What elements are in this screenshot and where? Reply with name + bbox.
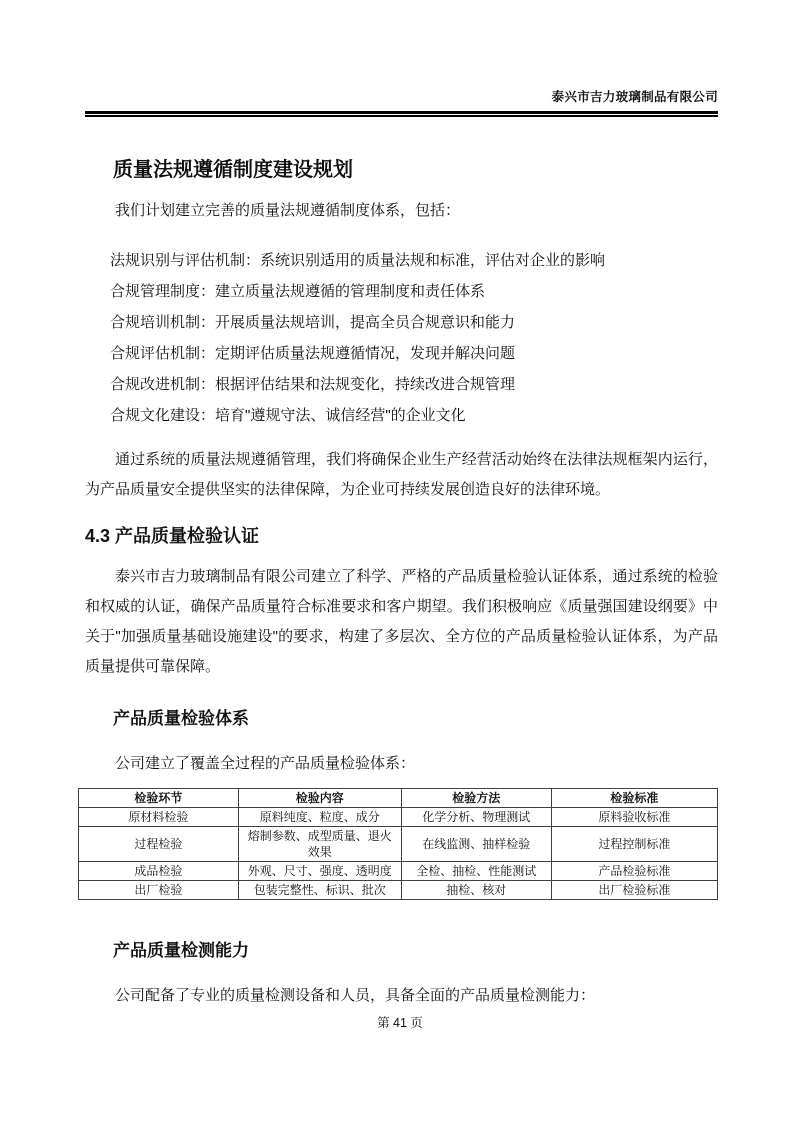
plan-intro-paragraph: 我们计划建立完善的质量法规遵循制度体系，包括： (115, 202, 461, 219)
table-cell: 出厂检验 (79, 881, 239, 900)
compliance-list (110, 245, 718, 431)
table-cell: 包装完整性、标识、批次 (238, 881, 401, 900)
table-header-row (79, 789, 718, 808)
header-company-name: 泰兴市吉力玻璃制品有限公司 (551, 90, 718, 104)
table-cell: 原材料检验 (79, 808, 239, 827)
table-row (79, 862, 718, 881)
table-cell: 全检、抽检、性能测试 (401, 862, 551, 881)
list-item: 合规评估机制：定期评估质量法规遵循情况，发现并解决问题 (110, 345, 516, 362)
table-cell: 产品检验标准 (551, 862, 717, 881)
list-item: 法规识别与评估机制：系统识别适用的质量法规和标准，评估对企业的影响 (110, 252, 606, 269)
table-header-cell: 检验标准 (551, 789, 717, 808)
table-cell: 出厂检验标准 (551, 881, 717, 900)
plan-title: 质量法规遵循制度建设规划 (113, 159, 353, 181)
inspection-table (78, 788, 718, 900)
table-cell: 抽检、核对 (401, 881, 551, 900)
table-cell: 原料验收标准 (551, 808, 717, 827)
table-cell: 原料纯度、粒度、成分 (238, 808, 401, 827)
inspection-system-heading: 产品质量检验体系 (113, 709, 249, 728)
table-row (79, 808, 718, 827)
table-header-cell: 检验方法 (401, 789, 551, 808)
testing-capability-lead: 公司配备了专业的质量检测设备和人员，具备全面的产品质量检测能力： (115, 987, 596, 1004)
header-divider (85, 111, 718, 117)
plan-conclusion-paragraph: 通过系统的质量法规遵循管理，我们将确保企业生产经营活动始终在法律法规框架内运行，为产品质量安全提供坚实的法律保障，为企业可持续发展创造良好的法律环境。 (85, 451, 718, 498)
page-header (85, 0, 718, 117)
list-item: 合规改进机制：根据评估结果和法规变化，持续改进合规管理 (110, 376, 516, 393)
list-item: 合规培训机制：开展质量法规培训，提高全员合规意识和能力 (110, 314, 516, 331)
footer-page-number: 第 41 页 (377, 1016, 423, 1030)
list-item: 合规文化建设：培育"遵规守法、诚信经营"的企业文化 (110, 407, 466, 424)
table-row (79, 827, 718, 862)
table-cell: 过程检验 (79, 827, 239, 862)
section-4-3-intro-paragraph: 泰兴市吉力玻璃制品有限公司建立了科学、严格的产品质量检验认证体系，通过系统的检验和权威的认证，确保产品质量符合标准要求和客户期望。我们积极响应《质量强国建设纲要》中关于"加强质量基础设施建设"的要求，构建了多层次、全方位的产品质量检验认证体系，为产品质量提供可靠保障。 (85, 568, 718, 675)
table-cell: 化学分析、物理测试 (401, 808, 551, 827)
table-header-cell: 检验内容 (238, 789, 401, 808)
table-cell: 过程控制标准 (551, 827, 717, 862)
inspection-system-lead: 公司建立了覆盖全过程的产品质量检验体系： (115, 755, 416, 772)
table-header-cell: 检验环节 (79, 789, 239, 808)
table-cell: 成品检验 (79, 862, 239, 881)
section-4-3-heading: 4.3 产品质量检验认证 (85, 526, 260, 546)
testing-capability-heading: 产品质量检测能力 (113, 941, 249, 960)
table-cell: 在线监测、抽样检验 (401, 827, 551, 862)
list-item: 合规管理制度：建立质量法规遵循的管理制度和责任体系 (110, 283, 486, 300)
table-cell: 外观、尺寸、强度、透明度 (238, 862, 401, 881)
table-row (79, 881, 718, 900)
table-cell: 熔制参数、成型质量、退火效果 (238, 827, 401, 862)
